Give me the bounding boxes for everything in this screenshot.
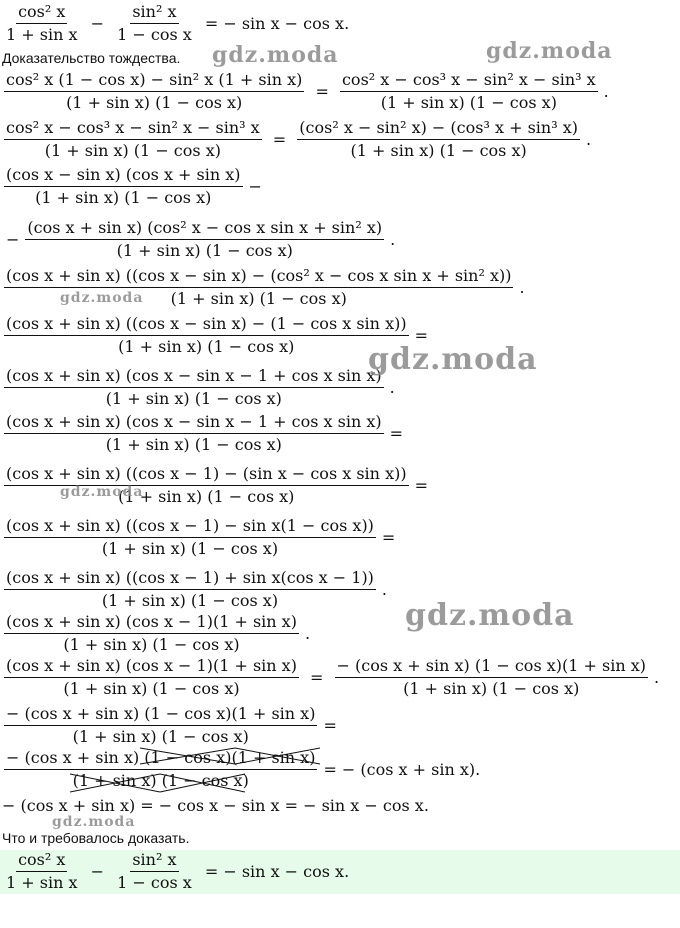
step-13: $\frac{\text{(cos x + sin x) (cos x − 1)(1 + sin x)}}{\text{(1 + sin x) (1 − cos x)}}$ = $\frac{\text{− (cos x + sin x) (1 − cos x)(1 + sin x)}}{\text{(1 + sin x) (1 − cos x)}}$ . — [6, 656, 660, 698]
step-9: $\frac{\text{(cos x + sin x) ((cos x − 1) − (sin x − cos x sin x))}}{\text{(1 + sin x) (1 − cos x)}}$ = — [6, 464, 428, 506]
step-10: $\frac{\text{(cos x + sin x) ((cos x − 1) − sin x(1 − cos x))}}{\text{(1 + sin x) (1 − cos x)}}$ = — [6, 516, 396, 558]
watermark-logo: gdz.moda — [405, 598, 575, 633]
watermark-logo: gdz.moda — [368, 342, 538, 377]
step-8: $\frac{\text{(cos x + sin x) (cos x − sin x − 1 + cos x sin x)}}{\text{(1 + sin x) (1 − cos x)}}$ = — [6, 412, 404, 454]
step-11: $\frac{\text{(cos x + sin x) ((cos x − 1) + sin x(cos x − 1))}}{\text{(1 + sin x) (1 − cos x)}}$ . — [6, 568, 388, 610]
step-3: $\frac{\text{(cos x − sin x) (cos x + sin x)}}{\text{(1 + sin x) (1 − cos x)}}$ − — [6, 165, 262, 207]
watermark-logo: gdz.moda — [486, 38, 613, 64]
task-formula: $\frac{\text{cos² x}}{\text{1 + sin x}}$ − $\frac{\text{sin² x}}{\text{1 − cos x}}$ = − sin x − cos x. — [6, 2, 350, 44]
step-5: (cos x + sin x) ((cos x − sin x) − (cos² x − cos x sin x + sin² x)) (1 + sin x) (1 − cos x) . — [6, 266, 525, 308]
watermark-logo: gdz.moda — [60, 290, 144, 306]
step-14: $\frac{\text{− (cos x + sin x) (1 − cos x)(1 + sin x)}}{\text{(1 + sin x) (1 − cos x)}}$ = — [6, 704, 337, 746]
answer-formula: $\frac{\text{cos² x}}{\text{1 + sin x}}$ − $\frac{\text{sin² x}}{\text{1 − cos x}}$ = − sin x − cos x. — [6, 850, 350, 892]
step-4: − $\frac{\text{(cos x + sin x) (cos² x − cos x sin x + sin² x)}}{\text{(1 + sin x) (1 − cos x)}}$ . — [6, 218, 396, 260]
final-line: − (cos x + sin x) = − cos x − sin x = − sin x − cos x. — [2, 796, 429, 815]
step-2: $\frac{\text{cos² x − cos³ x − sin² x − sin³ x}}{\text{(1 + sin x) (1 − cos x)}}$ = $\frac{\text{(cos² x − sin² x) − (cos³ x + sin³ x)}}{\text{(1 + sin x) (1 − cos x)}}$ . — [6, 118, 592, 160]
step-6: $\frac{\text{(cos x + sin x) ((cos x − sin x) − (1 − cos x sin x))}}{\text{(1 + sin x) (1 − cos x)}}$ = — [6, 314, 428, 356]
watermark-logo: gdz.moda — [52, 814, 136, 830]
watermark-logo: gdz.moda — [212, 42, 339, 68]
step-12: $\frac{\text{(cos x + sin x) (cos x − 1)(1 + sin x)}}{\text{(1 + sin x) (1 − cos x)}}$ . — [6, 612, 311, 654]
proof-label: Доказательство тождества. — [2, 50, 181, 66]
watermark-logo: gdz.moda — [60, 484, 144, 500]
step-1: $\frac{\text{cos² x (1 − cos x) − sin² x (1 + sin x)}}{\text{(1 + sin x) (1 − cos x)}}$ = $\frac{\text{cos² x − cos³ x − sin² x − sin³ x}}{\text{(1 + sin x) (1 − cos x)}}$ . — [6, 70, 609, 112]
conclusion-label: Что и требовалось доказать. — [2, 830, 190, 846]
step-7: $\frac{\text{(cos x + sin x) (cos x − sin x − 1 + cos x sin x)}}{\text{(1 + sin x) (1 − cos x)}}$ . — [6, 366, 395, 408]
step-15: $\frac{\text{− (cos x + sin x) (1 − cos x)(1 + sin x)}}{\text{(1 + sin x) (1 − cos x)}}$ = − (cos x + sin x). — [6, 748, 481, 790]
